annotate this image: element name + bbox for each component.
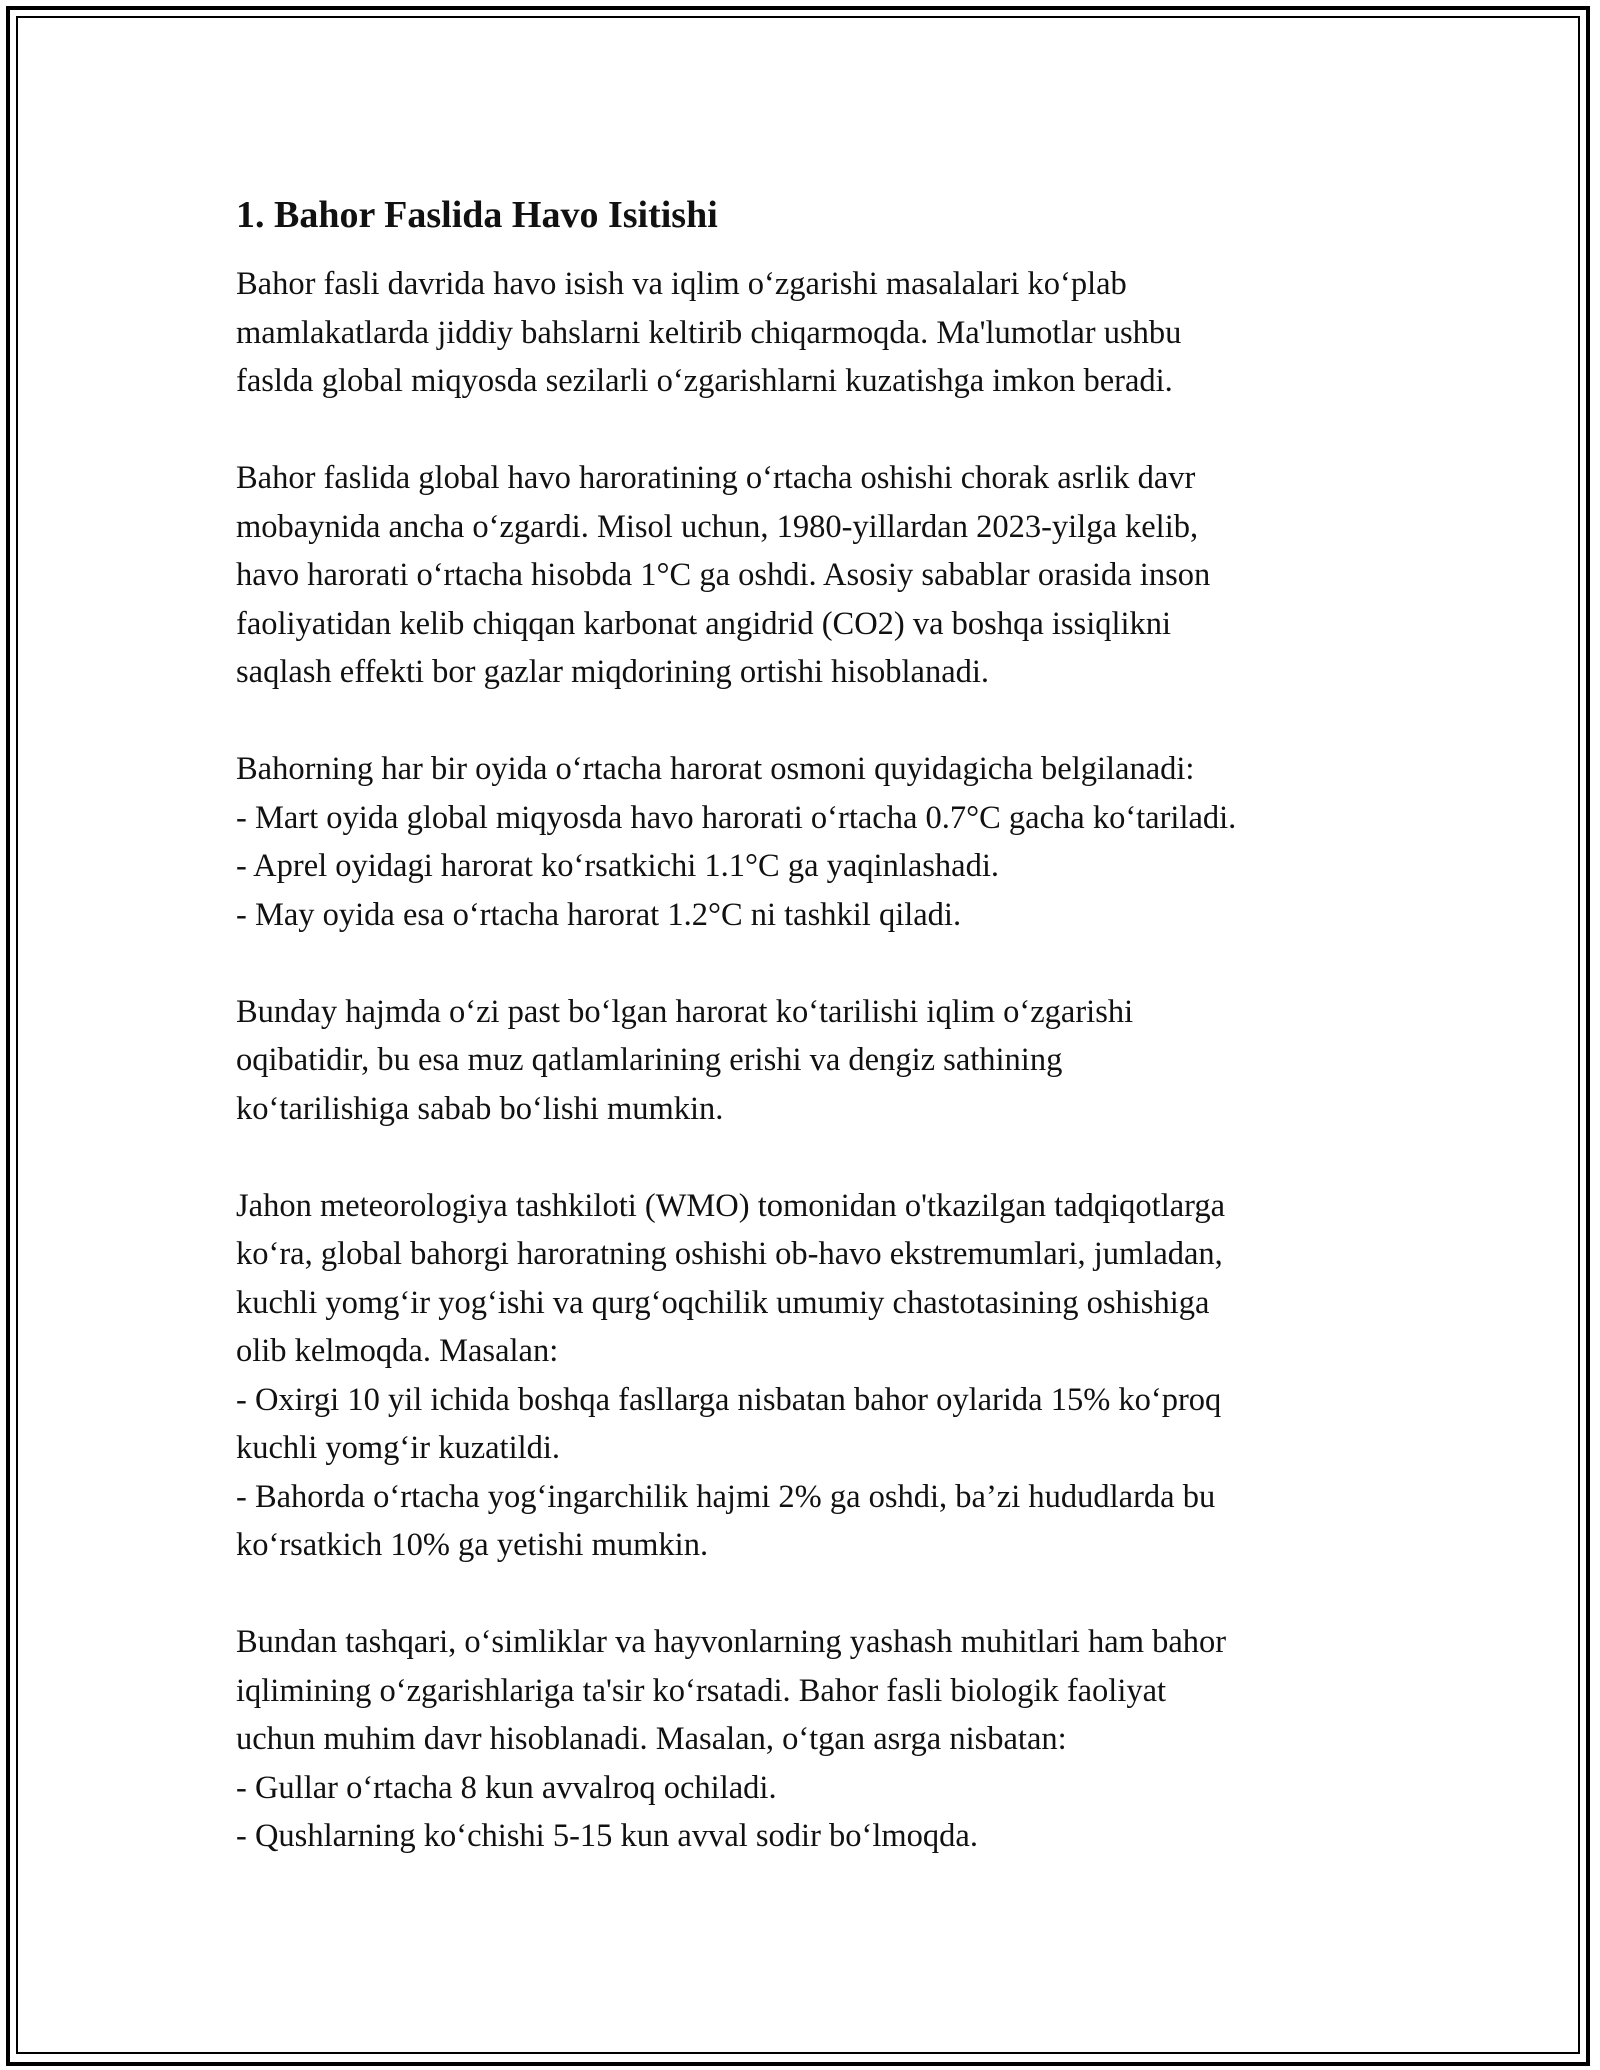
list-item: - Gullar o‘rtacha 8 kun avvalroq ochiladi. — [236, 1769, 777, 1806]
text-line: saqlash effekti bor gazlar miqdorining ortishi hisoblanadi. — [236, 654, 990, 690]
text-line: Bahor faslida global havo haroratining o‘rtacha oshishi chorak asrlik davr — [236, 460, 1196, 496]
list-item: - Bahorda o‘rtacha yog‘ingarchilik hajmi 2% ga oshdi, ba’zi hududlarda bu — [236, 1478, 1216, 1515]
paragraph-consequences — [236, 988, 1386, 1134]
text-line: kuchli yomg‘ir kuzatildi. — [236, 1430, 561, 1466]
text-line: ko‘ra, global bahorgi haroratning oshishi ob-havo ekstremumlari, jumladan, — [236, 1236, 1223, 1272]
text-line: iqlimining o‘zgarishlariga ta'sir ko‘rsatadi. Bahor fasli biologik faoliyat — [236, 1672, 1167, 1709]
text-line: Jahon meteorologiya tashkiloti (WMO) tomonidan o'tkazilgan tadqiqotlarga — [236, 1187, 1226, 1224]
document-title: 1. Bahor Faslida Havo Isitishi — [236, 194, 718, 236]
paragraph-temperature-rise — [236, 454, 1386, 697]
paragraph-monthly-temperatures — [236, 745, 1386, 939]
text-line: olib kelmoqda. Masalan: — [236, 1333, 559, 1369]
list-item: - May oyida esa o‘rtacha harorat 1.2°C ni tashkil qiladi. — [236, 896, 962, 933]
text-line: havo harorati o‘rtacha hisobda 1°C ga oshdi. Asosiy sabablar orasida inson — [236, 557, 1211, 593]
text-line: ko‘rsatkich 10% ga yetishi mumkin. — [236, 1527, 709, 1563]
document-body — [236, 190, 1386, 1909]
text-line: ko‘tarilishiga sabab bo‘lishi mumkin. — [236, 1090, 724, 1127]
list-item: - Qushlarning ko‘chishi 5-15 kun avval sodir bo‘lmoqda. — [236, 1818, 978, 1854]
text-line: Bahorning har bir oyida o‘rtacha harorat osmoni quyidagicha belgilanadi: — [236, 751, 1195, 787]
text-line: oqibatidir, bu esa muz qatlamlarining erishi va dengiz sathining — [236, 1042, 1063, 1078]
text-line: faoliyatidan kelib chiqqan karbonat angidrid (CO2) va boshqa issiqlikni — [236, 605, 1172, 642]
text-line: Bundan tashqari, o‘simliklar va hayvonlarning yashash muhitlari ham bahor — [236, 1624, 1227, 1660]
text-line: kuchli yomg‘ir yog‘ishi va qurg‘oqchilik umumiy chastotasining oshishiga — [236, 1284, 1210, 1321]
paragraph-intro — [236, 260, 1386, 406]
text-line: mamlakatlarda jiddiy bahslarni keltirib chiqarmoqda. Ma'lumotlar ushbu — [236, 314, 1182, 351]
paragraph-ecosystems — [236, 1618, 1386, 1861]
text-line: faslda global miqyosda sezilarli o‘zgarishlarni kuzatishga imkon beradi. — [236, 363, 1173, 399]
list-item: - Oxirgi 10 yil ichida boshqa fasllarga nisbatan bahor oylarida 15% ko‘proq — [236, 1381, 1222, 1418]
list-item: - Mart oyida global miqyosda havo harorati o‘rtacha 0.7°C gacha ko‘tariladi. — [236, 799, 1237, 836]
text-line: Bahor fasli davrida havo isish va iqlim o‘zgarishi masalalari ko‘plab — [236, 266, 1127, 302]
list-item: - Aprel oyidagi harorat ko‘rsatkichi 1.1°C ga yaqinlashadi. — [236, 848, 1000, 884]
text-line: uchun muhim davr hisoblanadi. Masalan, o‘tgan asrga nisbatan: — [236, 1721, 1067, 1757]
text-line: mobaynida ancha o‘zgardi. Misol uchun, 1980-yillardan 2023-yilga kelib, — [236, 508, 1199, 545]
text-line: Bunday hajmda o‘zi past bo‘lgan harorat ko‘tarilishi iqlim o‘zgarishi — [236, 993, 1134, 1030]
paragraph-wmo-research — [236, 1182, 1386, 1570]
